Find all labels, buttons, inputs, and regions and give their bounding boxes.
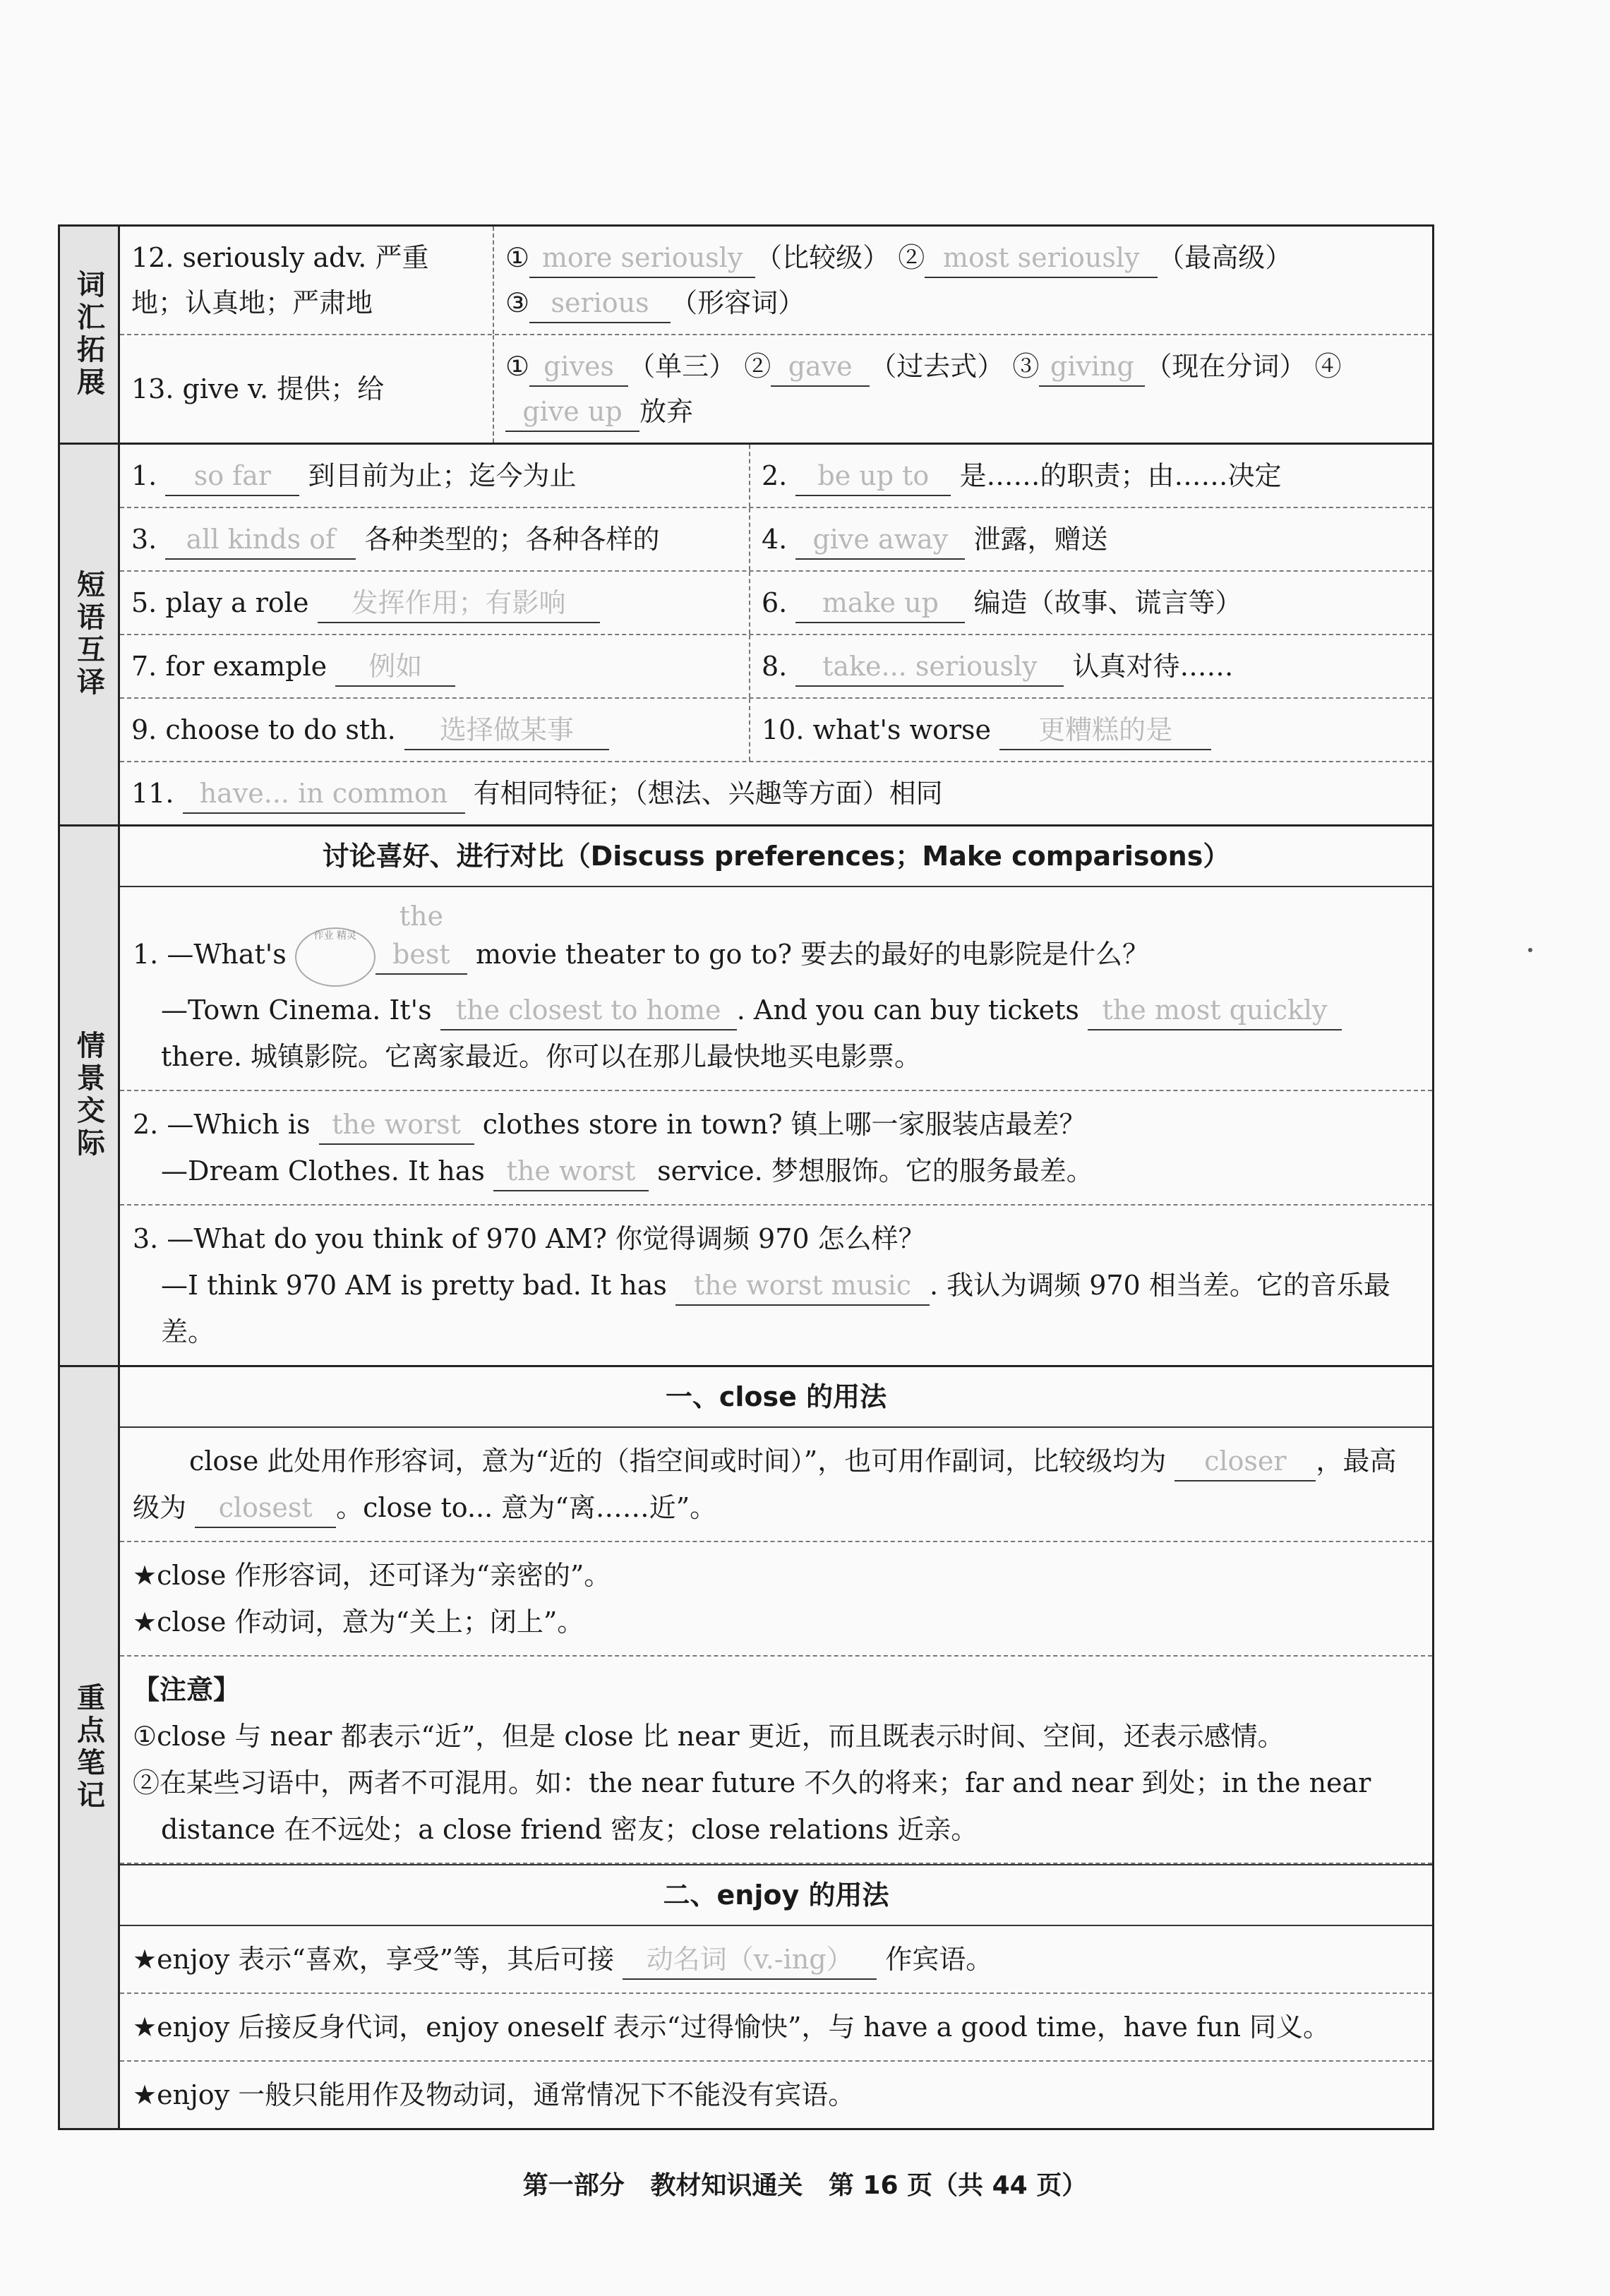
phrase-row: 11. have... in common 有相同特征；（想法、兴趣等方面）相同 xyxy=(120,762,1432,824)
answer-blank[interactable]: 选择做某事 xyxy=(404,711,609,750)
answer-blank[interactable]: closest xyxy=(195,1489,336,1528)
answer-blank[interactable]: more seriously xyxy=(529,239,755,278)
dialogue-1: 1. —What's 作业 精灵the best movie theater to go to? 要去的最好的电影院是什么？ —Town Cinema. It's the closest to home . And you can buy tickets the most quickly there. 城镇影院。它离家最近。你可以在那儿最快地买电影票。 xyxy=(120,887,1432,1091)
dialogue-3: 3. —What do you think of 970 AM? 你觉得调频 970 怎么样？ —I think 970 AM is pretty bad. It has the worst music . 我认为调频 970 相当差。它的音乐最差。 xyxy=(133,1222,1390,1347)
enjoy-tip-1: ★enjoy 表示“喜欢，享受”等，其后可接 动名词（v.-ing） 作宾语。 xyxy=(120,1926,1432,1994)
answer-blank[interactable]: the closest to home xyxy=(440,991,737,1030)
vocab-word: 13. give v. 提供；给 xyxy=(120,335,494,443)
page-footer: 第一部分 教材知识通关 第 16 页（共 44 页） xyxy=(522,2171,1088,2200)
worksheet xyxy=(58,224,1434,2130)
answer-blank[interactable]: give away xyxy=(795,520,965,560)
stamp-logo: 作业 精灵 xyxy=(295,927,376,987)
situation-header: 讨论喜好、进行对比（Discuss preferences；Make comparisons） xyxy=(120,827,1432,887)
speck xyxy=(1528,948,1532,952)
answer-blank[interactable]: most seriously xyxy=(925,239,1158,278)
answer-blank[interactable]: 动名词（v.-ing） xyxy=(623,1940,877,1980)
notes-header-close: 一、close 的用法 xyxy=(120,1367,1432,1428)
vocab-row-13: 13. give v. 提供；给 ① gives （单三） ② gave （过去式） ③ giving （现在分词） ④give up 放弃 xyxy=(120,335,1432,443)
notes-header-enjoy: 二、enjoy 的用法 xyxy=(120,1864,1432,1926)
answer-blank[interactable]: serious xyxy=(529,284,671,323)
close-attention: 【注意】 ①close 与 near 都表示“近”，但是 close 比 near 更近，而且既表示时间、空间，还表示感情。 ②在某些习语中，两者不可混用。如：the near future 不久的将来；far and near 到处；in the near distance 在不远处；a close friend 密友；close relations 近亲。 xyxy=(120,1657,1432,1864)
phrase-row: 9. choose to do sth. 选择做某事 10. what's worse 更糟糕的是 xyxy=(120,699,1432,762)
phrase-side-label: 短语互译 xyxy=(60,445,120,824)
phrase-section xyxy=(58,443,1434,824)
phrase-row: 1. so far 到目前为止；迄今为止 2. be up to 是……的职责；由……决定 xyxy=(120,445,1432,508)
answer-blank[interactable]: 发挥作用；有影响 xyxy=(318,584,600,623)
phrase-row: 5. play a role 发挥作用；有影响 6. make up 编造（故事、谎言等） xyxy=(120,572,1432,635)
answer-blank[interactable]: the most quickly xyxy=(1088,991,1342,1030)
answer-blank[interactable]: be up to xyxy=(795,457,951,496)
answer-blank[interactable]: make up xyxy=(795,584,965,623)
enjoy-tip-3: ★enjoy 一般只能用作及物动词，通常情况下不能没有宾语。 xyxy=(133,2079,855,2110)
enjoy-tip-2: ★enjoy 后接反身代词，enjoy oneself 表示“过得愉快”，与 have a good time，have fun 同义。 xyxy=(120,1994,1432,2062)
notes-section xyxy=(58,1365,1434,2130)
answer-blank[interactable]: the worst music xyxy=(675,1266,930,1306)
close-usage-paragraph: close 此处用作形容词，意为“近的（指空间或时间）”，也可用作副词，比较级均为 closer ，最高级为 closest 。close to... 意为“离……近”。 xyxy=(120,1428,1432,1542)
answer-blank[interactable]: closer xyxy=(1175,1442,1316,1481)
answer-blank[interactable]: give up xyxy=(505,392,639,432)
answer-blank[interactable]: the best xyxy=(376,897,467,975)
answer-blank[interactable]: gives xyxy=(529,347,628,387)
situation-section xyxy=(58,824,1434,1365)
answer-blank[interactable]: the worst xyxy=(493,1152,649,1191)
answer-blank[interactable]: gave xyxy=(771,347,870,387)
answer-blank[interactable]: all kinds of xyxy=(165,520,356,560)
answer-blank[interactable]: take... seriously xyxy=(795,647,1064,687)
answer-blank[interactable]: so far xyxy=(165,457,299,496)
answer-blank[interactable]: the worst xyxy=(319,1105,474,1145)
vocab-row-12: 12. seriously adv. 严重地；认真地；严肃地 ① more seriously （比较级） ② most seriously （最高级） ③ serious （形容词） xyxy=(120,227,1432,335)
answer-blank[interactable]: 例如 xyxy=(335,647,455,687)
vocab-section xyxy=(58,224,1434,443)
phrase-row: 7. for example 例如 8. take... seriously 认真对待…… xyxy=(120,635,1432,699)
dialogue-2: 2. —Which is the worst clothes store in town? 镇上哪一家服装店最差？ —Dream Clothes. It has the worst service. 梦想服饰。它的服务最差。 xyxy=(120,1091,1432,1206)
vocab-side-label: 词汇拓展 xyxy=(60,227,120,443)
answer-blank[interactable]: 更糟糕的是 xyxy=(999,711,1211,750)
phrase-row: 3. all kinds of 各种类型的；各种各样的 4. give away 泄露，赠送 xyxy=(120,508,1432,572)
notes-side-label: 重点笔记 xyxy=(60,1367,120,2128)
close-tips: ★close 作形容词，还可译为“亲密的”。 ★close 作动词，意为“关上；闭上”。 xyxy=(120,1542,1432,1657)
answer-blank[interactable]: giving xyxy=(1039,347,1145,387)
vocab-word: 12. seriously adv. 严重地；认真地；严肃地 xyxy=(120,227,494,334)
answer-blank[interactable]: have... in common xyxy=(183,774,465,814)
situation-side-label: 情景交际 xyxy=(60,827,120,1365)
